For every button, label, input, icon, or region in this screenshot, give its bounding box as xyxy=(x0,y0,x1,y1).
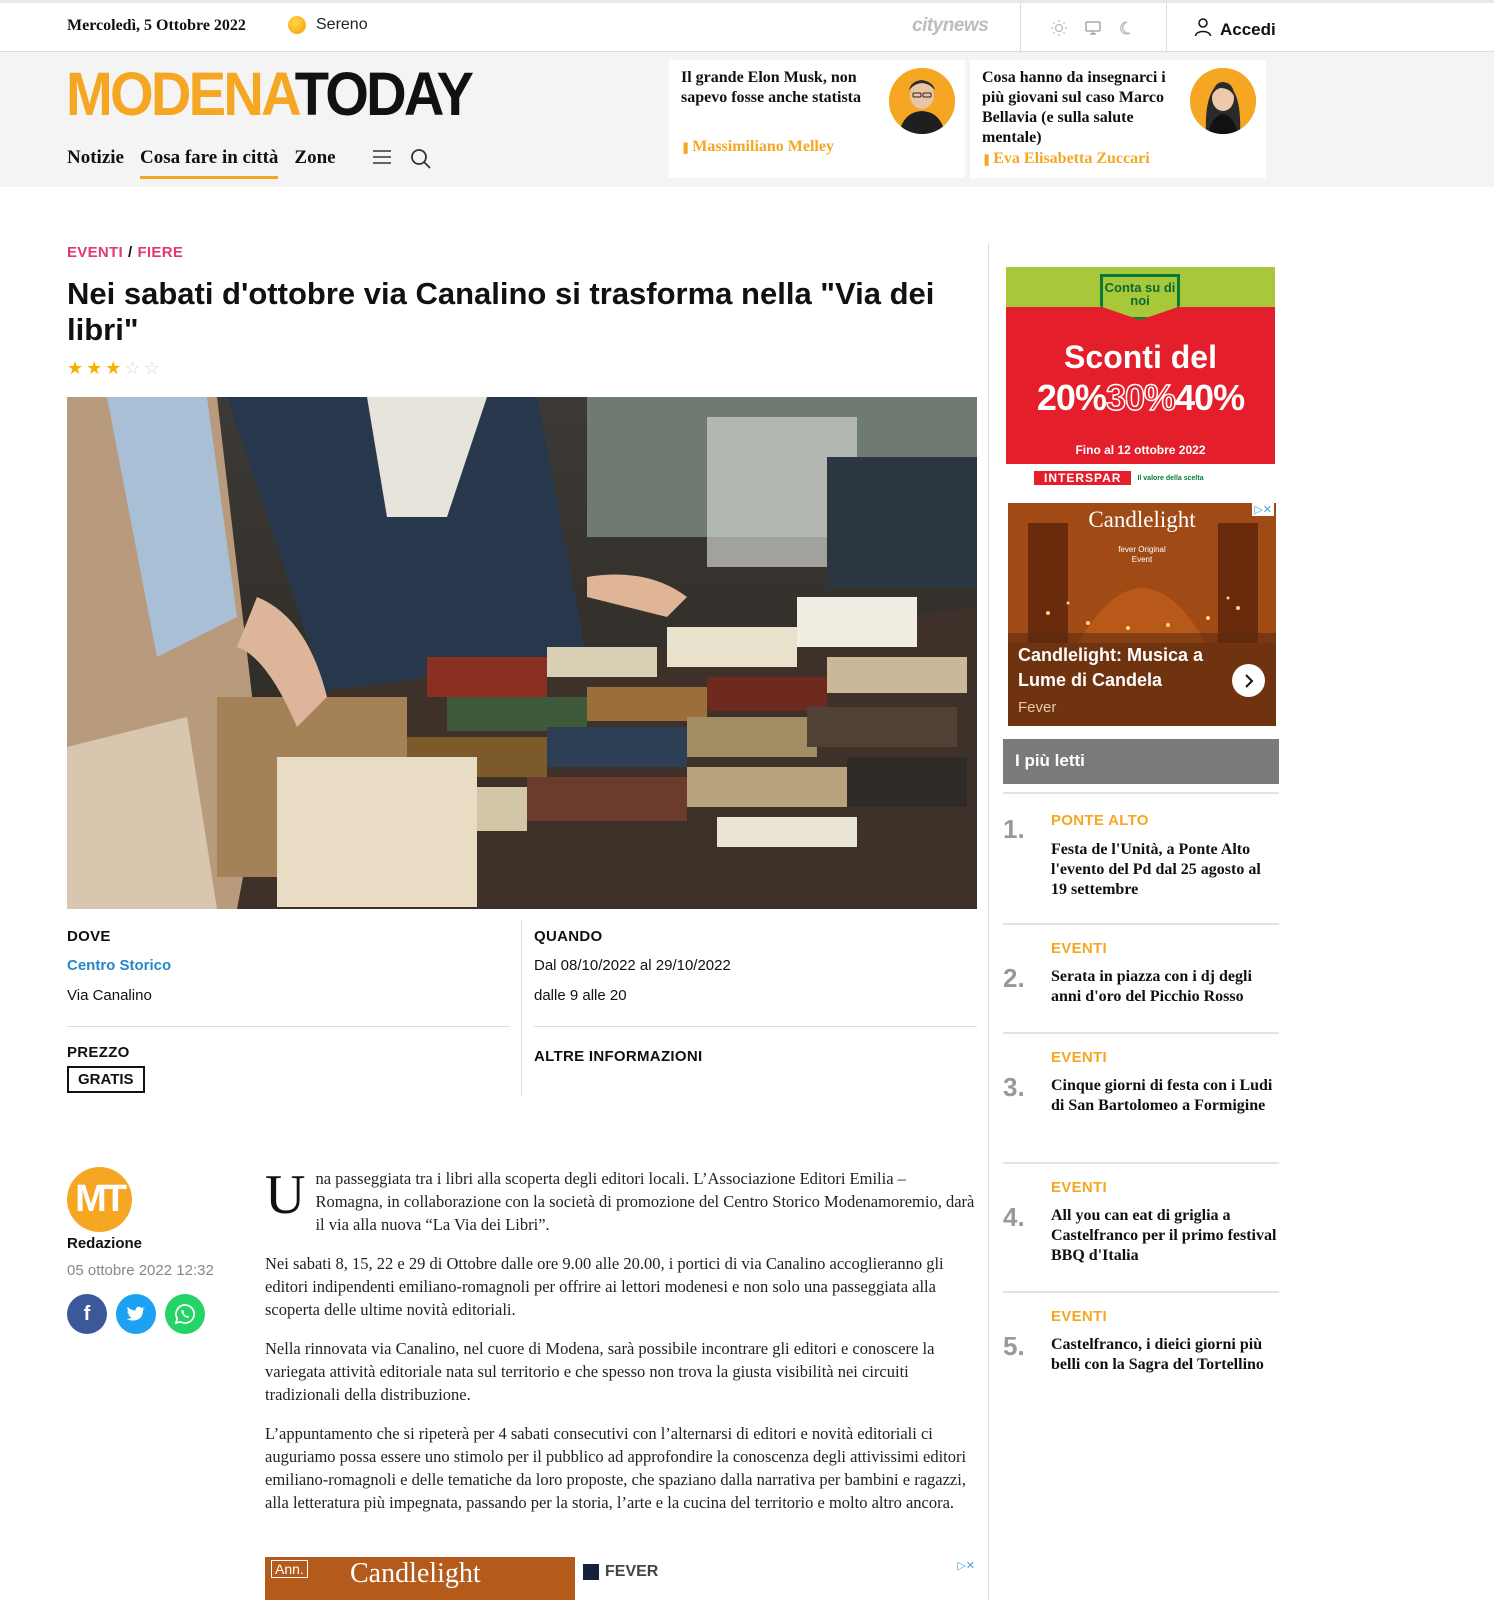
star-icon[interactable]: ☆ xyxy=(124,358,141,378)
star-icon[interactable]: ★ xyxy=(105,358,122,378)
article-paragraph: Una passeggiata tra i libri alla scoperta degli editori locali. L’Associazione Editori Emilia – Romagna, in collaborazione con la società di promozione del Centro Storico Modenamoremio, darà il via alla nuova “La Via dei Libri”. xyxy=(265,1164,975,1234)
facebook-icon[interactable]: f xyxy=(67,1294,107,1334)
article-paragraph: Nella rinnovata via Canalino, nel cuore di Modena, sarà possibile incontrare gli editori e conoscere la variegata attività editoriale nata sul territorio e che spesso non trova la giusta visibilità nei circuiti tradizionali della distribuzione. xyxy=(265,1339,935,1404)
article-hero-image xyxy=(67,397,977,909)
share-buttons xyxy=(67,1294,205,1334)
ad-source: Fever xyxy=(1018,699,1057,716)
inline-ad-title: Candlelight xyxy=(350,1558,481,1589)
dove-label: DOVE xyxy=(67,928,111,945)
altre-info-block xyxy=(534,1048,702,1065)
author-avatar: MT xyxy=(67,1167,132,1232)
ad-percentages: 20%30%40% xyxy=(1036,377,1245,418)
nav-cosa-fare[interactable]: Cosa fare in città xyxy=(140,147,278,179)
publish-date: 05 ottobre 2022 12:32 xyxy=(67,1262,214,1279)
site-logo[interactable]: MODENATODAY xyxy=(66,60,472,128)
chevron-right-icon[interactable] xyxy=(1232,664,1265,697)
login-button[interactable] xyxy=(1194,17,1276,42)
ad-until: Fino al 12 ottobre 2022 xyxy=(1075,443,1206,457)
ad-tagline: Il valore della scelta xyxy=(1137,474,1204,482)
most-read-header: I più letti xyxy=(1003,739,1279,784)
drop-cap: U xyxy=(265,1164,306,1226)
article-body xyxy=(265,1164,975,1530)
ad-tag: Ann. xyxy=(271,1560,308,1578)
article-title: Nei sabati d'ottobre via Canalino si trasforma nella "Via dei libri" xyxy=(67,276,935,347)
star-icon[interactable]: ★ xyxy=(86,358,103,378)
star-icon[interactable]: ☆ xyxy=(143,358,160,378)
breadcrumb-eventi[interactable]: EVENTI xyxy=(67,244,123,261)
weather-label: Sereno xyxy=(316,16,368,33)
opinion-author-photo xyxy=(1190,68,1256,134)
nav-icons xyxy=(372,148,432,175)
author-name[interactable]: Redazione xyxy=(67,1235,143,1252)
dove-block xyxy=(67,928,171,1004)
star-icon[interactable]: ★ xyxy=(67,358,84,378)
quando-dates: Dal 08/10/2022 al 29/10/2022 xyxy=(534,957,731,974)
ad-title: Candlelight: Musica a Lume di Candela xyxy=(1018,645,1204,690)
most-read-item[interactable]: 4. EVENTI All you can eat di griglia a Castelfranco per il primo festival BBQ d'Italia xyxy=(1003,1162,1279,1291)
system-mode-icon[interactable] xyxy=(1084,19,1102,37)
breadcrumb-fiere[interactable]: FIERE xyxy=(137,244,184,261)
most-read-item[interactable]: 3. EVENTI Cinque giorni di festa con i Ludi di San Bartolomeo a Formigine xyxy=(1003,1032,1279,1162)
sun-icon xyxy=(288,16,306,34)
whatsapp-icon[interactable] xyxy=(165,1294,205,1334)
opinion-card[interactable] xyxy=(669,60,965,178)
dove-place-link[interactable]: Centro Storico xyxy=(67,957,172,974)
login-label: Accedi xyxy=(1220,19,1276,39)
current-date: Mercoledì, 5 Ottobre 2022 xyxy=(67,17,246,34)
top-bar xyxy=(0,0,1494,52)
main-nav xyxy=(67,147,336,179)
fever-icon xyxy=(583,1564,599,1580)
most-read-item[interactable]: 5. EVENTI Castelfranco, i dieici giorni più belli con la Sagra del Tortellino xyxy=(1003,1291,1279,1391)
opinion-author-photo xyxy=(889,68,955,134)
inline-ad-image xyxy=(265,1557,575,1600)
user-icon xyxy=(1194,17,1212,42)
rating-stars[interactable] xyxy=(67,358,160,379)
ad-sub: fever Original Event xyxy=(1118,545,1166,564)
ad-badge-text: Conta su di noi xyxy=(1104,280,1176,308)
opinion-title: Cosa hanno da insegnarci i più giovani sul caso Marco Bellavia (e sulla salute mentale) xyxy=(982,69,1166,146)
candlelight-ad[interactable] xyxy=(1008,503,1276,726)
breadcrumb: EVENTI / FIERE xyxy=(67,244,184,261)
search-icon[interactable] xyxy=(410,148,432,175)
menu-icon[interactable] xyxy=(372,148,392,175)
price-badge: GRATIS xyxy=(67,1066,145,1093)
adchoices-icon[interactable]: ▷✕ xyxy=(1254,504,1272,516)
most-read-item[interactable]: 2. EVENTI Serata in piazza con i dj degli anni d'oro del Picchio Rosso xyxy=(1003,923,1279,1032)
site-header xyxy=(0,52,1494,187)
ad-brand: INTERSPAR xyxy=(1034,471,1131,485)
citynews-logo[interactable]: citynews xyxy=(912,15,989,36)
most-read-item[interactable]: 1. PONTE ALTO Festa de l'Unità, a Ponte Alto l'evento del Pd dal 25 agosto al 19 settembre xyxy=(1003,792,1279,923)
opinion-card[interactable] xyxy=(970,60,1266,178)
dark-mode-icon[interactable] xyxy=(1118,19,1136,37)
weather xyxy=(288,16,368,34)
prezzo-block xyxy=(67,1044,145,1093)
opinion-author: ❚ Massimiliano Melley xyxy=(681,138,834,156)
article-paragraph: L’appuntamento che si ripeterà per 4 sabati consecutivi con l’alternarsi di editori e novità editoriali ci auguriamo possa essere uno stimolo per il pubblico ad approfondire la conoscenza degli attivissimi editori emiliano-romagnoli e delle tematiche da loro proposte, che spaziano dalla narrativa per bambini e ragazzi, alla letteratura più impegnata, passando per la storia, l’arte e la cucina del territorio e molto altro ancora. xyxy=(265,1424,967,1512)
light-mode-icon[interactable] xyxy=(1050,19,1068,37)
opinion-author: ❚ Eva Elisabetta Zuccari xyxy=(982,150,1150,168)
inline-ad[interactable] xyxy=(265,1557,975,1600)
nav-notizie[interactable]: Notizie xyxy=(67,147,124,168)
inline-ad-brand: FEVER xyxy=(583,1563,658,1581)
dove-address: Via Canalino xyxy=(67,987,152,1004)
ad-brand: Candlelight xyxy=(1088,507,1196,532)
opinion-title: Il grande Elon Musk, non sapevo fosse anche statista xyxy=(681,69,861,106)
altre-info-label[interactable]: ALTRE INFORMAZIONI xyxy=(534,1048,703,1065)
twitter-icon[interactable] xyxy=(116,1294,156,1334)
quando-block xyxy=(534,928,731,1004)
interspar-ad[interactable] xyxy=(1006,267,1275,485)
nav-zone[interactable]: Zone xyxy=(294,147,336,168)
quando-label: QUANDO xyxy=(534,928,603,945)
quando-hours: dalle 9 alle 20 xyxy=(534,987,627,1004)
ad-headline: Sconti del xyxy=(1064,339,1217,375)
article-paragraph: Nei sabati 8, 15, 22 e 29 di Ottobre dalle ore 9.00 alle 20.00, i portici di via Canalino accoglieranno gli editori indipendenti emiliano-romagnoli per offrire ai lettori modenesi e non solo una passeggiata alla scoperta delle ultime novità editoriali. xyxy=(265,1254,944,1319)
theme-switcher xyxy=(1050,19,1136,37)
adchoices-icon[interactable]: ▷✕ xyxy=(957,1560,975,1572)
prezzo-label: PREZZO xyxy=(67,1044,130,1061)
